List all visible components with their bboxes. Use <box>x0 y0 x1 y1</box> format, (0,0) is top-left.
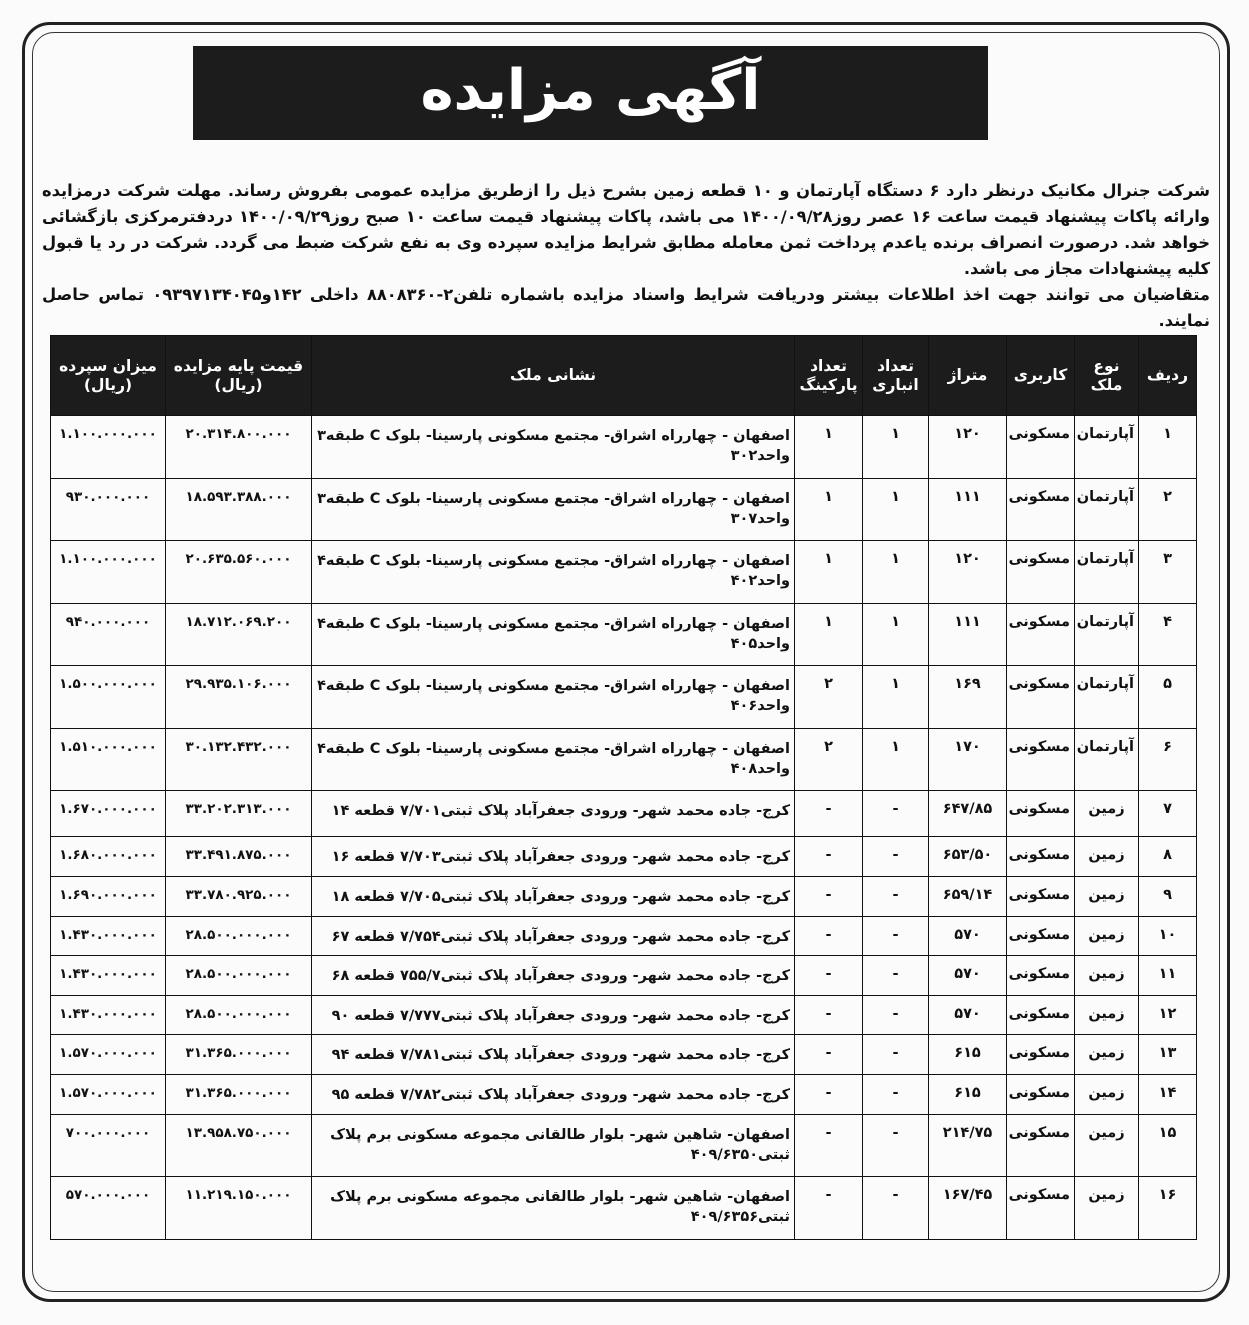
cell-row-number: ۶ <box>1139 728 1197 791</box>
cell-storage-count: - <box>863 995 929 1035</box>
cell-property-type: زمین <box>1075 1075 1139 1115</box>
cell-address: کرج- جاده محمد شهر- ورودی جعفرآباد پلاک ثبتی۷/۷۰۳ قطعه ۱۶ <box>312 837 795 877</box>
cell-usage: مسکونی <box>1007 1114 1075 1177</box>
cell-deposit: ۱.۵۰۰.۰۰۰.۰۰۰ <box>51 666 166 729</box>
cell-area: ۵۷۰ <box>929 956 1007 996</box>
cell-property-type: زمین <box>1075 837 1139 877</box>
cell-usage: مسکونی <box>1007 603 1075 666</box>
cell-parking-count: - <box>795 791 863 837</box>
cell-row-number: ۸ <box>1139 837 1197 877</box>
cell-property-type: زمین <box>1075 791 1139 837</box>
cell-row-number: ۱۵ <box>1139 1114 1197 1177</box>
table-row <box>51 916 1197 956</box>
cell-area: ۱۲۰ <box>929 416 1007 479</box>
table-row <box>51 837 1197 877</box>
cell-deposit: ۱.۶۹۰.۰۰۰.۰۰۰ <box>51 876 166 916</box>
cell-address: کرج- جاده محمد شهر- ورودی جعفرآباد پلاک ثبتی۷/۷۸۲ قطعه ۹۵ <box>312 1075 795 1115</box>
table-row <box>51 1035 1197 1075</box>
cell-storage-count: - <box>863 837 929 877</box>
cell-address: کرج- جاده محمد شهر- ورودی جعفرآباد پلاک ثبتی۷/۷۸۱ قطعه ۹۴ <box>312 1035 795 1075</box>
cell-usage: مسکونی <box>1007 876 1075 916</box>
cell-deposit: ۱.۱۰۰.۰۰۰.۰۰۰ <box>51 541 166 604</box>
cell-usage: مسکونی <box>1007 956 1075 996</box>
cell-storage-count: - <box>863 1075 929 1115</box>
auction-table <box>50 335 1197 1240</box>
cell-property-type: زمین <box>1075 1035 1139 1075</box>
cell-area: ۱۱۱ <box>929 478 1007 541</box>
cell-deposit: ۹۴۰.۰۰۰.۰۰۰ <box>51 603 166 666</box>
cell-address: کرج- جاده محمد شهر- ورودی جعفرآباد پلاک ثبتی۷/۷۰۵ قطعه ۱۸ <box>312 876 795 916</box>
cell-property-type: زمین <box>1075 1177 1139 1240</box>
header-row-number: ردیف <box>1139 336 1197 416</box>
cell-deposit: ۱.۵۱۰.۰۰۰.۰۰۰ <box>51 728 166 791</box>
cell-base-price: ۲۰.۳۱۴.۸۰۰.۰۰۰ <box>166 416 312 479</box>
cell-area: ۵۷۰ <box>929 995 1007 1035</box>
cell-address: اصفهان - چهارراه اشراق- مجتمع مسکونی پارسینا- بلوک C طبقه۴ واحد۴۰۸ <box>312 728 795 791</box>
cell-row-number: ۱۳ <box>1139 1035 1197 1075</box>
cell-usage: مسکونی <box>1007 916 1075 956</box>
cell-parking-count: - <box>795 876 863 916</box>
cell-base-price: ۳۳.۷۸۰.۹۲۵.۰۰۰ <box>166 876 312 916</box>
cell-deposit: ۱.۵۷۰.۰۰۰.۰۰۰ <box>51 1075 166 1115</box>
cell-parking-count: - <box>795 1114 863 1177</box>
cell-parking-count: - <box>795 1075 863 1115</box>
header-storage-count: تعداد انباری <box>863 336 929 416</box>
cell-address: کرج- جاده محمد شهر- ورودی جعفرآباد پلاک ثبتی۷/۷۷۷ قطعه ۹۰ <box>312 995 795 1035</box>
cell-parking-count: - <box>795 837 863 877</box>
cell-base-price: ۲۰.۶۳۵.۵۶۰.۰۰۰ <box>166 541 312 604</box>
cell-parking-count: ۱ <box>795 416 863 479</box>
cell-row-number: ۹ <box>1139 876 1197 916</box>
cell-property-type: زمین <box>1075 956 1139 996</box>
cell-row-number: ۱۱ <box>1139 956 1197 996</box>
cell-address: اصفهان- شاهین شهر- بلوار طالقانی مجموعه مسکونی برم پلاک ثبتی۴۰۹/۶۳۵۶ <box>312 1177 795 1240</box>
cell-row-number: ۱۶ <box>1139 1177 1197 1240</box>
cell-row-number: ۱۲ <box>1139 995 1197 1035</box>
cell-property-type: آپارتمان <box>1075 416 1139 479</box>
cell-storage-count: - <box>863 791 929 837</box>
header-parking-count: تعداد پارکینگ <box>795 336 863 416</box>
cell-usage: مسکونی <box>1007 666 1075 729</box>
cell-base-price: ۲۸.۵۰۰.۰۰۰.۰۰۰ <box>166 956 312 996</box>
intro-contact: متقاضیان می توانند جهت اخذ اطلاعات بیشتر ودریافت شرایط واسناد مزایده باشماره تلفن۲-۸۸۰۸۳۶۰ داخلی ۱۴۲و۰۹۳۹۷۱۳۴۰۴۵ تماس حاصل نمایند. <box>42 285 1211 330</box>
cell-base-price: ۳۱.۳۶۵.۰۰۰.۰۰۰ <box>166 1035 312 1075</box>
cell-base-price: ۳۰.۱۳۲.۴۳۲.۰۰۰ <box>166 728 312 791</box>
cell-area: ۱۱۱ <box>929 603 1007 666</box>
cell-address: اصفهان - چهارراه اشراق- مجتمع مسکونی پارسینا- بلوک C طبقه۳ واحد۳۰۷ <box>312 478 795 541</box>
cell-property-type: زمین <box>1075 1114 1139 1177</box>
cell-row-number: ۱۰ <box>1139 916 1197 956</box>
cell-property-type: آپارتمان <box>1075 541 1139 604</box>
cell-area: ۱۲۰ <box>929 541 1007 604</box>
table-row <box>51 995 1197 1035</box>
cell-parking-count: ۲ <box>795 728 863 791</box>
cell-area: ۶۵۳/۵۰ <box>929 837 1007 877</box>
cell-storage-count: - <box>863 1114 929 1177</box>
cell-parking-count: - <box>795 1177 863 1240</box>
cell-usage: مسکونی <box>1007 1075 1075 1115</box>
cell-base-price: ۳۱.۳۶۵.۰۰۰.۰۰۰ <box>166 1075 312 1115</box>
cell-storage-count: - <box>863 1035 929 1075</box>
table-row <box>51 1177 1197 1240</box>
cell-usage: مسکونی <box>1007 728 1075 791</box>
cell-address: کرج- جاده محمد شهر- ورودی جعفرآباد پلاک ثبتی۷/۷۰۱ قطعه ۱۴ <box>312 791 795 837</box>
cell-usage: مسکونی <box>1007 791 1075 837</box>
table-row <box>51 541 1197 604</box>
table-row <box>51 1114 1197 1177</box>
cell-property-type: آپارتمان <box>1075 478 1139 541</box>
cell-deposit: ۷۰۰.۰۰۰.۰۰۰ <box>51 1114 166 1177</box>
cell-area: ۵۷۰ <box>929 916 1007 956</box>
cell-base-price: ۱۱.۲۱۹.۱۵۰.۰۰۰ <box>166 1177 312 1240</box>
cell-usage: مسکونی <box>1007 995 1075 1035</box>
title-banner <box>193 46 988 140</box>
intro-text <box>42 178 1210 334</box>
cell-base-price: ۳۳.۲۰۲.۳۱۳.۰۰۰ <box>166 791 312 837</box>
intro-paragraph: شرکت جنرال مکانیک درنظر دارد ۶ دستگاه آپارتمان و ۱۰ قطعه زمین بشرح ذیل را ازطریق مزایده عمومی بفروش رساند. مهلت شرکت درمزایده وارائه پاکات پیشنهاد قیمت ساعت ۱۶ عصر روز۱۴۰۰/۰۹/۲۸ می باشد، پاکات پیشنهاد قیمت ساعت ۱۰ صبح روز۱۴۰۰/۰۹/۲۹ دردفترمرکزی بازگشائی خواهد شد. درصورت انصراف برنده یاعدم پرداخت ثمن معامله مطابق شرایط مزایده سپرده وی به نفع شرکت ضبط می گردد. شرکت در رد یا قبول کلیه پیشنهادات مجاز می باشد. <box>42 181 1211 278</box>
cell-storage-count: ۱ <box>863 728 929 791</box>
cell-area: ۱۷۰ <box>929 728 1007 791</box>
table-row <box>51 478 1197 541</box>
cell-area: ۱۶۷/۴۵ <box>929 1177 1007 1240</box>
cell-parking-count: ۱ <box>795 478 863 541</box>
header-area: متراژ <box>929 336 1007 416</box>
table-row <box>51 666 1197 729</box>
cell-storage-count: ۱ <box>863 416 929 479</box>
cell-row-number: ۳ <box>1139 541 1197 604</box>
cell-row-number: ۱۴ <box>1139 1075 1197 1115</box>
cell-deposit: ۱.۴۳۰.۰۰۰.۰۰۰ <box>51 916 166 956</box>
cell-deposit: ۱.۶۸۰.۰۰۰.۰۰۰ <box>51 837 166 877</box>
header-usage: کاربری <box>1007 336 1075 416</box>
cell-parking-count: ۱ <box>795 603 863 666</box>
cell-row-number: ۷ <box>1139 791 1197 837</box>
cell-area: ۶۴۷/۸۵ <box>929 791 1007 837</box>
cell-property-type: آپارتمان <box>1075 603 1139 666</box>
cell-usage: مسکونی <box>1007 837 1075 877</box>
cell-address: اصفهان - چهارراه اشراق- مجتمع مسکونی پارسینا- بلوک C طبقه۳ واحد۳۰۲ <box>312 416 795 479</box>
cell-storage-count: - <box>863 876 929 916</box>
cell-parking-count: - <box>795 995 863 1035</box>
cell-deposit: ۱.۴۳۰.۰۰۰.۰۰۰ <box>51 956 166 996</box>
cell-parking-count: - <box>795 916 863 956</box>
cell-storage-count: - <box>863 916 929 956</box>
cell-row-number: ۴ <box>1139 603 1197 666</box>
table-row <box>51 416 1197 479</box>
cell-address: اصفهان- شاهین شهر- بلوار طالقانی مجموعه مسکونی برم پلاک ثبتی۴۰۹/۶۳۵۰ <box>312 1114 795 1177</box>
cell-address: اصفهان - چهارراه اشراق- مجتمع مسکونی پارسینا- بلوک C طبقه۴ واحد۴۰۵ <box>312 603 795 666</box>
cell-parking-count: - <box>795 956 863 996</box>
cell-property-type: آپارتمان <box>1075 666 1139 729</box>
table-row <box>51 603 1197 666</box>
cell-row-number: ۱ <box>1139 416 1197 479</box>
cell-deposit: ۹۳۰.۰۰۰.۰۰۰ <box>51 478 166 541</box>
table-row <box>51 1075 1197 1115</box>
cell-base-price: ۲۹.۹۳۵.۱۰۶.۰۰۰ <box>166 666 312 729</box>
header-address: نشانی ملک <box>312 336 795 416</box>
cell-area: ۱۶۹ <box>929 666 1007 729</box>
cell-storage-count: - <box>863 1177 929 1240</box>
cell-address: کرج- جاده محمد شهر- ورودی جعفرآباد پلاک ثبتی۷/۷۵۴ قطعه ۶۷ <box>312 916 795 956</box>
cell-storage-count: ۱ <box>863 541 929 604</box>
page-title: آگهی مزایده <box>420 57 761 123</box>
cell-base-price: ۲۸.۵۰۰.۰۰۰.۰۰۰ <box>166 995 312 1035</box>
cell-deposit: ۱.۴۳۰.۰۰۰.۰۰۰ <box>51 995 166 1035</box>
cell-deposit: ۱.۶۷۰.۰۰۰.۰۰۰ <box>51 791 166 837</box>
cell-parking-count: ۱ <box>795 541 863 604</box>
table-row <box>51 876 1197 916</box>
table-body <box>51 416 1197 1240</box>
cell-storage-count: ۱ <box>863 478 929 541</box>
cell-parking-count: - <box>795 1035 863 1075</box>
cell-parking-count: ۲ <box>795 666 863 729</box>
cell-usage: مسکونی <box>1007 1177 1075 1240</box>
cell-property-type: زمین <box>1075 995 1139 1035</box>
cell-deposit: ۱.۵۷۰.۰۰۰.۰۰۰ <box>51 1035 166 1075</box>
header-deposit: میزان سپرده (ریال) <box>51 336 166 416</box>
cell-address: کرج- جاده محمد شهر- ورودی جعفرآباد پلاک ثبتی۷۵۵/۷ قطعه ۶۸ <box>312 956 795 996</box>
cell-property-type: آپارتمان <box>1075 728 1139 791</box>
cell-area: ۲۱۴/۷۵ <box>929 1114 1007 1177</box>
cell-deposit: ۵۷۰.۰۰۰.۰۰۰ <box>51 1177 166 1240</box>
table-header-row <box>51 336 1197 416</box>
cell-base-price: ۳۳.۴۹۱.۸۷۵.۰۰۰ <box>166 837 312 877</box>
cell-storage-count: - <box>863 956 929 996</box>
cell-address: اصفهان - چهارراه اشراق- مجتمع مسکونی پارسینا- بلوک C طبقه۴ واحد۴۰۲ <box>312 541 795 604</box>
cell-address: اصفهان - چهارراه اشراق- مجتمع مسکونی پارسینا- بلوک C طبقه۴ واحد۴۰۶ <box>312 666 795 729</box>
cell-deposit: ۱.۱۰۰.۰۰۰.۰۰۰ <box>51 416 166 479</box>
cell-usage: مسکونی <box>1007 416 1075 479</box>
cell-row-number: ۲ <box>1139 478 1197 541</box>
table-row <box>51 791 1197 837</box>
cell-property-type: زمین <box>1075 916 1139 956</box>
header-property-type: نوع ملک <box>1075 336 1139 416</box>
table-row <box>51 728 1197 791</box>
cell-area: ۶۵۹/۱۴ <box>929 876 1007 916</box>
cell-property-type: زمین <box>1075 876 1139 916</box>
cell-base-price: ۱۸.۵۹۳.۳۸۸.۰۰۰ <box>166 478 312 541</box>
cell-storage-count: ۱ <box>863 666 929 729</box>
cell-usage: مسکونی <box>1007 541 1075 604</box>
cell-usage: مسکونی <box>1007 478 1075 541</box>
cell-area: ۶۱۵ <box>929 1075 1007 1115</box>
table-row <box>51 956 1197 996</box>
cell-base-price: ۱۸.۷۱۲.۰۶۹.۲۰۰ <box>166 603 312 666</box>
cell-storage-count: ۱ <box>863 603 929 666</box>
cell-base-price: ۲۸.۵۰۰.۰۰۰.۰۰۰ <box>166 916 312 956</box>
cell-base-price: ۱۳.۹۵۸.۷۵۰.۰۰۰ <box>166 1114 312 1177</box>
cell-row-number: ۵ <box>1139 666 1197 729</box>
header-base-price: قیمت پایه مزایده (ریال) <box>166 336 312 416</box>
cell-usage: مسکونی <box>1007 1035 1075 1075</box>
cell-area: ۶۱۵ <box>929 1035 1007 1075</box>
